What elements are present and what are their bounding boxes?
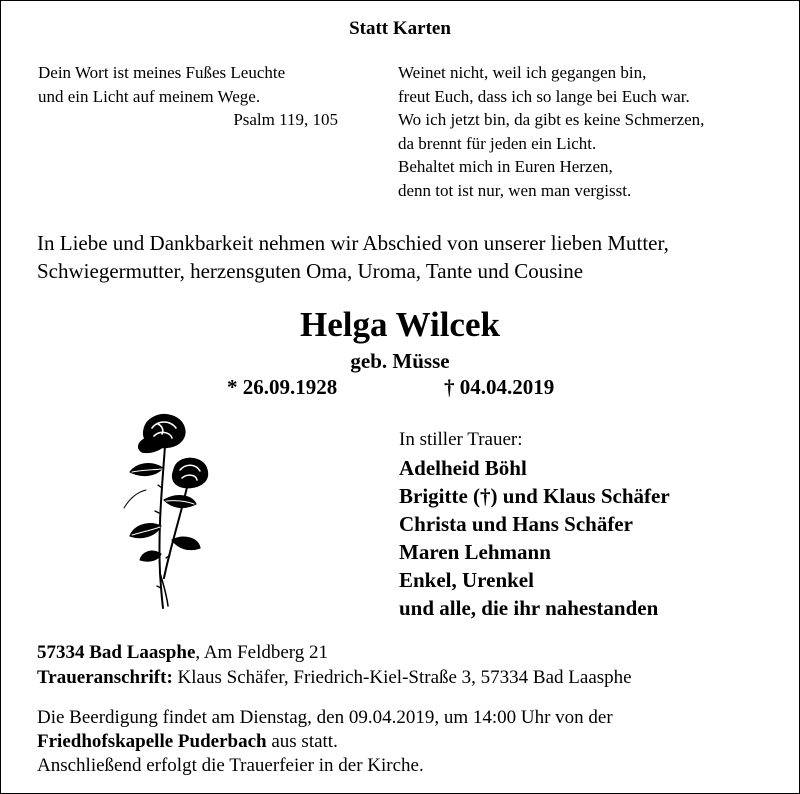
address-city: 57334 Bad Laasphe bbox=[37, 642, 196, 663]
mourner-name: Adelheid Böhl bbox=[399, 456, 527, 480]
mourner-name: Enkel, Urenkel bbox=[399, 568, 534, 592]
poem-line: Behaltet mich in Euren Herzen, bbox=[398, 157, 613, 177]
funeral-place-suffix: aus statt. bbox=[266, 731, 338, 752]
header-title: Statt Karten bbox=[349, 18, 451, 39]
rose-icon bbox=[108, 408, 228, 613]
intro-line: In Liebe und Dankbarkeit nehmen wir Abschied von unserer lieben Mutter, bbox=[37, 231, 669, 255]
death-date: † 04.04.2019 bbox=[444, 375, 555, 399]
verse-line: und ein Licht auf meinem Wege. bbox=[38, 86, 261, 106]
intro-text bbox=[37, 229, 669, 285]
birth-name: geb. Müsse bbox=[350, 349, 450, 373]
mourning-address-label: Traueranschrift: bbox=[37, 667, 173, 688]
funeral-line bbox=[37, 730, 613, 754]
mourner-name: Brigitte (†) und Klaus Schäfer bbox=[399, 484, 670, 508]
poem-line: freut Euch, dass ich so lange bei Euch war. bbox=[398, 86, 690, 106]
funeral-line: Die Beerdigung findet am Dienstag, den 09.04.2019, um 14:00 Uhr von der bbox=[37, 707, 613, 728]
poem-line: denn tot ist nur, wen man vergisst. bbox=[398, 180, 632, 200]
mourning-label: In stiller Trauer: bbox=[399, 429, 523, 450]
funeral-info bbox=[37, 706, 613, 778]
residence-address bbox=[37, 641, 328, 665]
mourner-name: und alle, die ihr nahestanden bbox=[399, 596, 659, 620]
bible-verse bbox=[38, 61, 338, 132]
mourning-address bbox=[37, 666, 632, 690]
poem-line: da brennt für jeden ein Licht. bbox=[398, 133, 597, 153]
address-street: , Am Feldberg 21 bbox=[195, 642, 329, 663]
birth-date: * 26.09.1928 bbox=[227, 375, 338, 399]
poem-line: Weinet nicht, weil ich gegangen bin, bbox=[398, 63, 647, 82]
mourner-name: Christa und Hans Schäfer bbox=[399, 512, 633, 536]
intro-line: Schwiegermutter, herzensguten Oma, Uroma, Tante und Cousine bbox=[37, 259, 584, 283]
verse-reference: Psalm 119, 105 bbox=[233, 110, 338, 130]
poem bbox=[398, 61, 704, 203]
deceased-name: Helga Wilcek bbox=[300, 305, 500, 344]
funeral-line: Anschließend erfolgt die Trauerfeier in der Kirche. bbox=[37, 755, 424, 776]
mourning-address-value: Klaus Schäfer, Friedrich-Kiel-Straße 3, 57334 Bad Laasphe bbox=[172, 667, 632, 688]
mourners-block bbox=[399, 426, 670, 622]
poem-line: Wo ich jetzt bin, da gibt es keine Schmerzen, bbox=[398, 110, 705, 130]
mourner-name: Maren Lehmann bbox=[399, 540, 551, 564]
funeral-place: Friedhofskapelle Puderbach bbox=[37, 731, 267, 752]
verse-line: Dein Wort ist meines Fußes Leuchte bbox=[38, 63, 286, 82]
